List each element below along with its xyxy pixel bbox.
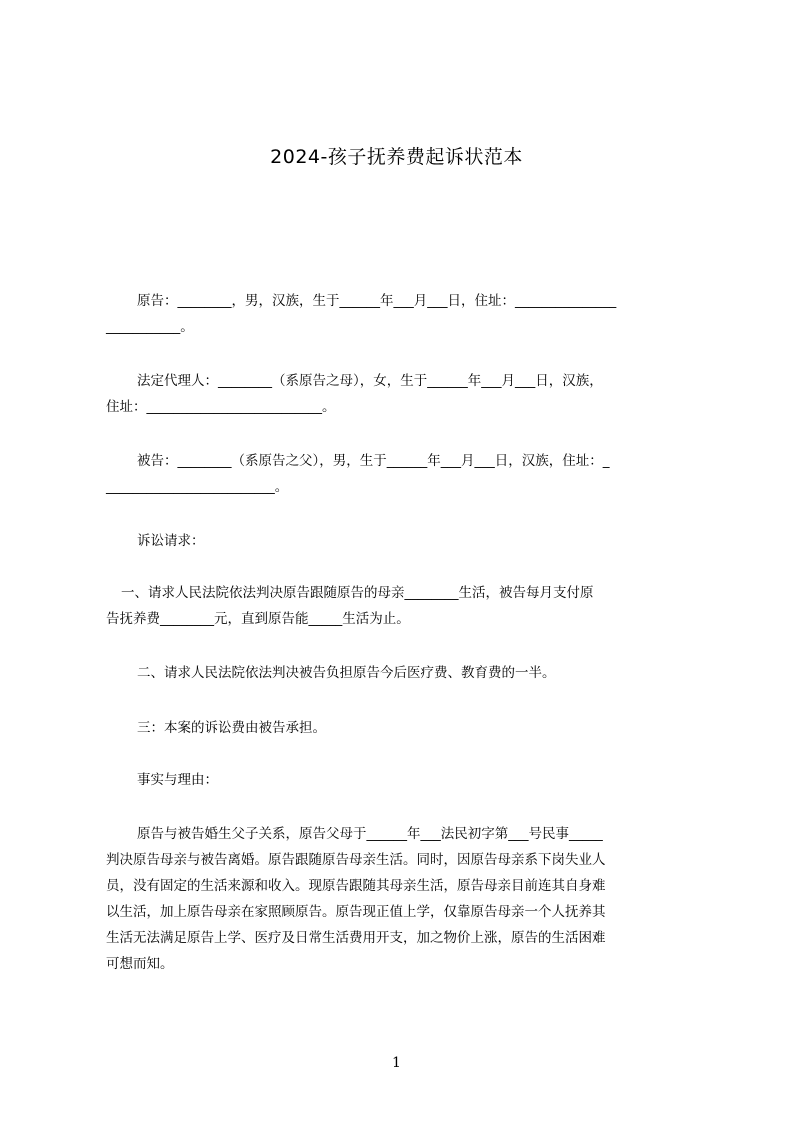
claim-1-line-1: 一、请求人民法院依法判决原告跟随原告的母亲________生活，被告每月支付原: [121, 585, 594, 601]
facts-heading-paragraph: [106, 767, 706, 793]
facts-line-1: 原告与被告婚生父子关系，原告父母于______年___法民初字第___号民事_____: [137, 826, 603, 842]
claim-2-text: 二、请求人民法院依法判决被告负担原告今后医疗费、教育费的一半。: [137, 665, 556, 681]
facts-heading: 事实与理由：: [137, 772, 218, 788]
document-title: 2024-孩子抚养费起诉状范本: [270, 146, 523, 168]
facts-line-4: 以生活，加上原告母亲在家照顾原告。原告现正值上学，仅靠原告母亲一个人抚养其: [106, 904, 606, 920]
facts-line-6: 可想而知。: [106, 956, 174, 972]
claim-1-paragraph: [106, 580, 706, 632]
defendant-paragraph: [106, 448, 706, 500]
facts-paragraph: [106, 821, 706, 977]
claims-heading: 诉讼请求：: [137, 533, 205, 549]
agent-line-2: 住址：__________________________。: [106, 399, 336, 415]
defendant-line-1: 被告：________（系原告之父），男，生于______年___月___日，汉族，住址：_: [137, 453, 610, 469]
claim-1-line-2: 告抚养费________元，直到原告能_____生活为止。: [106, 611, 410, 627]
facts-line-3: 员，没有固定的生活来源和收入。现原告跟随其母亲生活，原告母亲目前连其自身难: [106, 878, 606, 894]
plaintiff-line-2: ___________。: [106, 319, 194, 335]
page-number: 1: [392, 1055, 401, 1071]
plaintiff-line-1: 原告：________，男，汉族，生于______年___月___日，住址：_______________: [137, 293, 617, 309]
plaintiff-paragraph: [106, 288, 706, 340]
claim-3-paragraph: [106, 715, 706, 741]
facts-line-2: 判决原告母亲与被告离婚。原告跟随原告母亲生活。同时，因原告母亲系下岗失业人: [106, 852, 606, 868]
claim-2-paragraph: [106, 660, 706, 686]
claims-heading-paragraph: [106, 528, 706, 554]
facts-line-5: 生活无法满足原告上学、医疗及日常生活费用开支，加之物价上涨，原告的生活困难: [106, 930, 606, 946]
agent-line-1: 法定代理人：________（系原告之母），女，生于______年___月___日，汉族，: [137, 373, 603, 389]
claim-3-text: 三：本案的诉讼费由被告承担。: [137, 720, 326, 736]
agent-paragraph: [106, 368, 706, 420]
defendant-line-2: _________________________。: [106, 479, 289, 495]
